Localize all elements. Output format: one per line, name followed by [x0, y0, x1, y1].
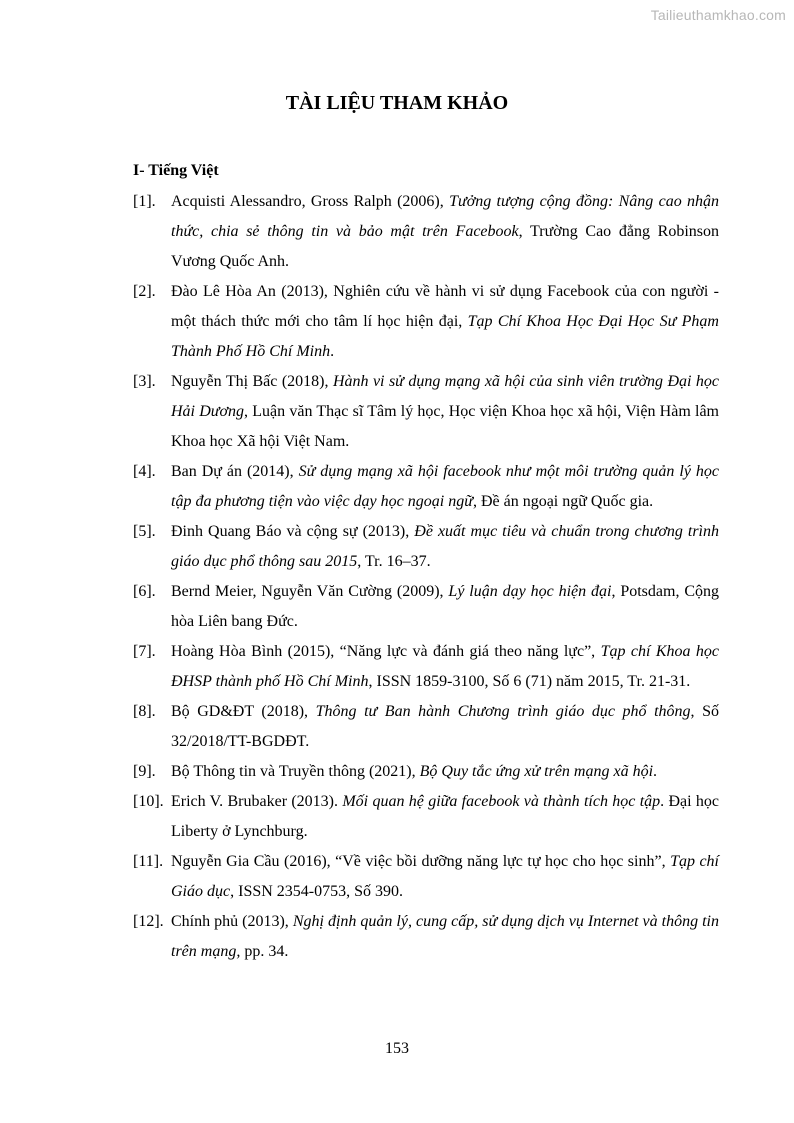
reference-title: Hành vi sử dụng mạng xã hội của sinh viên trường Đại học Hải Dương — [171, 373, 719, 420]
reference-text-plain: , Tr. 16–37. — [357, 553, 431, 570]
section-heading: I- Tiếng Việt — [133, 162, 219, 179]
reference-text-plain: Nguyễn Thị Bấc (2018), — [171, 373, 333, 390]
page-title: TÀI LIỆU THAM KHẢO — [285, 92, 509, 114]
reference-text — [171, 577, 719, 637]
reference-item — [133, 457, 719, 517]
reference-item — [133, 847, 719, 907]
reference-title: Tạp chí Khoa học ĐHSP thành phố Hồ Chí Minh — [171, 643, 720, 690]
reference-number: [2]. — [133, 283, 156, 300]
reference-text — [171, 277, 719, 367]
reference-title: Thông tư Ban hành Chương trình giáo dục phổ thông — [315, 703, 691, 720]
reference-text-plain: , Đề án ngoại ngữ Quốc gia. — [472, 493, 654, 510]
reference-item — [133, 277, 719, 367]
page-number: 153 — [385, 1040, 409, 1057]
reference-text-plain: , Số 32/2018/TT-BGDĐT. — [171, 703, 720, 750]
reference-text-plain: Erich V. Brubaker (2013). — [171, 793, 343, 810]
reference-text-plain: Đào Lê Hòa An (2013), Nghiên cứu về hành vi sử dụng Facebook của con người - một thách thức mới cho tâm lí học hiện đại, — [171, 283, 719, 330]
reference-text-plain: Bernd Meier, Nguyễn Văn Cường (2009), — [171, 583, 449, 600]
reference-text-plain: Ban Dự án (2014), — [171, 463, 299, 480]
reference-text-plain: . Đại học Liberty ở Lynchburg. — [171, 793, 720, 840]
reference-number: [6]. — [133, 583, 156, 600]
reference-text-plain: , Trường Cao đẳng Robinson Vương Quốc Anh. — [171, 223, 719, 270]
reference-text — [171, 367, 719, 457]
reference-text — [171, 517, 719, 577]
reference-item — [133, 907, 719, 967]
reference-number: [10]. — [133, 793, 164, 810]
reference-number: [1]. — [133, 193, 156, 210]
reference-title: Tạp chí Giáo dục — [171, 853, 719, 900]
reference-item — [133, 187, 719, 277]
reference-item — [133, 637, 719, 697]
reference-text-plain: Hoàng Hòa Bình (2015), “Năng lực và đánh giá theo năng lực”, — [171, 643, 601, 660]
reference-title: Sử dụng mạng xã hội facebook như một môi trường quản lý học tập đa phương tiện vào việc dạy học ngoại ngữ — [171, 463, 719, 510]
reference-number: [8]. — [133, 703, 156, 720]
reference-text — [171, 787, 719, 847]
reference-text — [171, 757, 719, 787]
reference-text-plain: . — [653, 763, 658, 780]
reference-item — [133, 577, 719, 637]
reference-text — [171, 187, 719, 277]
reference-text — [171, 457, 719, 517]
reference-title: Tưởng tượng cộng đồng: Nâng cao nhận thức, chia sẻ thông tin và bảo mật trên Facebook — [171, 193, 720, 240]
reference-title: Đề xuất mục tiêu và chuẩn trong chương trình giáo dục phổ thông sau 2015 — [171, 523, 719, 570]
reference-text-plain: Bộ Thông tin và Truyền thông (2021), — [171, 763, 420, 780]
reference-number: [4]. — [133, 463, 156, 480]
reference-text — [171, 907, 719, 967]
reference-item — [133, 787, 719, 847]
reference-title: Lý luận dạy học hiện đại — [448, 583, 612, 600]
reference-text-plain: Nguyễn Gia Cầu (2016), “Về việc bồi dưỡng năng lực tự học cho học sinh”, — [171, 853, 671, 870]
reference-list — [133, 187, 719, 967]
reference-text-plain: , ISSN 1859-3100, Số 6 (71) năm 2015, Tr. 21-31. — [368, 673, 691, 690]
reference-number: [11]. — [133, 853, 164, 870]
reference-title: Tạp Chí Khoa Học Đại Học Sư Phạm Thành Phố Hồ Chí Minh — [171, 313, 719, 360]
reference-item — [133, 367, 719, 457]
reference-number: [5]. — [133, 523, 156, 540]
reference-text — [171, 697, 719, 757]
reference-text-plain: , Luận văn Thạc sĩ Tâm lý học, Học viện Khoa học xã hội, Viện Hàm lâm Khoa học Xã hội Việt Nam. — [171, 403, 719, 450]
reference-number: [3]. — [133, 373, 156, 390]
reference-text-plain: pp. 34. — [240, 943, 289, 960]
reference-text-plain: , ISSN 2354-0753, Số 390. — [230, 883, 404, 900]
reference-item — [133, 697, 719, 757]
reference-text-plain: Đinh Quang Báo và cộng sự (2013), — [171, 523, 415, 540]
reference-text — [171, 847, 719, 907]
reference-text-plain: , Potsdam, Cộng hòa Liên bang Đức. — [171, 583, 719, 630]
reference-title: Nghị định quản lý, cung cấp, sử dụng dịch vụ Internet và thông tin trên mạng, — [171, 913, 720, 960]
reference-text-plain: Acquisti Alessandro, Gross Ralph (2006), — [171, 193, 450, 210]
reference-title: Mối quan hệ giữa facebook và thành tích học tập — [342, 793, 661, 810]
reference-text-plain: . — [330, 343, 335, 360]
reference-text — [171, 637, 719, 697]
reference-number: [12]. — [133, 913, 164, 930]
watermark-text: Tailieuthamkhao.com — [650, 7, 786, 23]
reference-item — [133, 757, 719, 787]
reference-text-plain: Chính phủ (2013), — [171, 913, 293, 930]
reference-number: [7]. — [133, 643, 156, 660]
reference-item — [133, 517, 719, 577]
reference-text-plain: Bộ GD&ĐT (2018), — [171, 703, 316, 720]
reference-number: [9]. — [133, 763, 156, 780]
reference-title: Bộ Quy tắc ứng xử trên mạng xã hội — [419, 763, 654, 780]
